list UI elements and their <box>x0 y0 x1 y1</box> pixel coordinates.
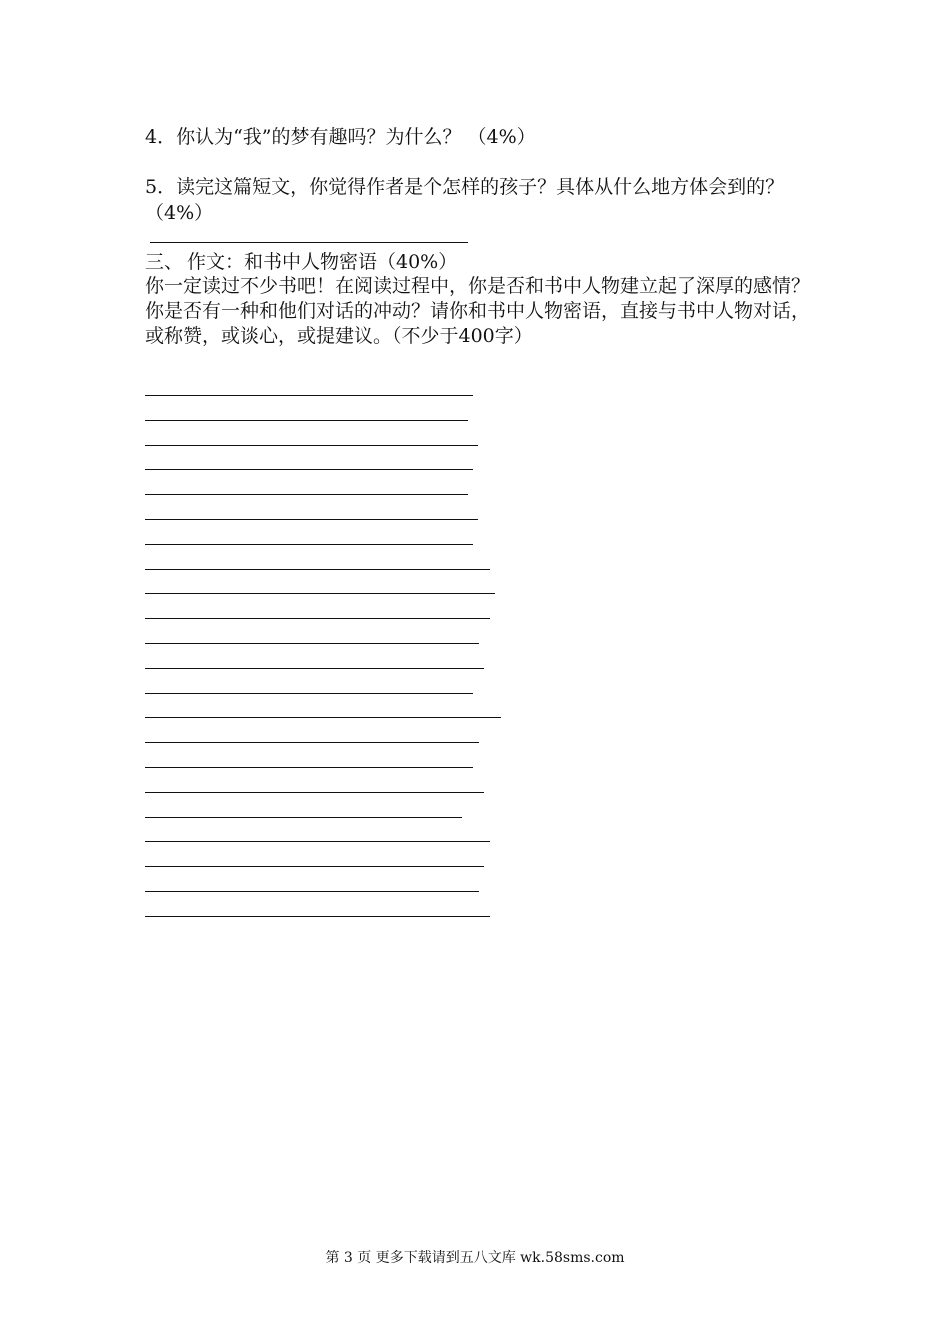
writing-line[interactable] <box>145 668 484 669</box>
writing-line[interactable] <box>145 494 468 495</box>
answer-line-question-5[interactable] <box>150 242 468 243</box>
writing-line[interactable] <box>145 519 478 520</box>
section-3-heading <box>145 249 457 275</box>
writing-line[interactable] <box>145 841 490 842</box>
writing-line[interactable] <box>145 618 490 619</box>
writing-line[interactable] <box>145 916 490 917</box>
essay-prompt: 你一定读过不少书吧！在阅读过程中，你是否和书中人物建立起了深厚的感情？你是否有一种和他们对话的冲动？请你和书中人物密语，直接与书中人物对话，或称赞，或谈心，或提建议。（不少于400字） <box>145 275 811 347</box>
page-footer: 第 3 页 更多下载请到五八文库 wk.58sms.com <box>325 1250 625 1266</box>
writing-line[interactable] <box>145 544 473 545</box>
writing-line[interactable] <box>145 891 479 892</box>
section-3-number: 三、 <box>145 251 184 273</box>
writing-line[interactable] <box>145 593 495 594</box>
writing-line[interactable] <box>145 693 473 694</box>
writing-line[interactable] <box>145 817 462 818</box>
writing-line[interactable] <box>145 395 473 396</box>
writing-line[interactable] <box>145 742 479 743</box>
section-3-title: 作文：和书中人物密语（40%） <box>187 251 458 273</box>
writing-line[interactable] <box>145 445 478 446</box>
writing-line[interactable] <box>145 469 473 470</box>
question-5: 5．读完这篇短文，你觉得作者是个怎样的孩子？具体从什么地方体会到的？（4%） <box>145 176 785 224</box>
writing-line[interactable] <box>145 420 468 421</box>
writing-line[interactable] <box>145 767 473 768</box>
writing-line[interactable] <box>145 866 484 867</box>
writing-line[interactable] <box>145 717 501 718</box>
question-4: 4．你认为“我”的梦有趣吗？为什么？ （4%） <box>145 126 536 148</box>
writing-line[interactable] <box>145 569 490 570</box>
writing-line[interactable] <box>145 792 484 793</box>
writing-line[interactable] <box>145 643 479 644</box>
